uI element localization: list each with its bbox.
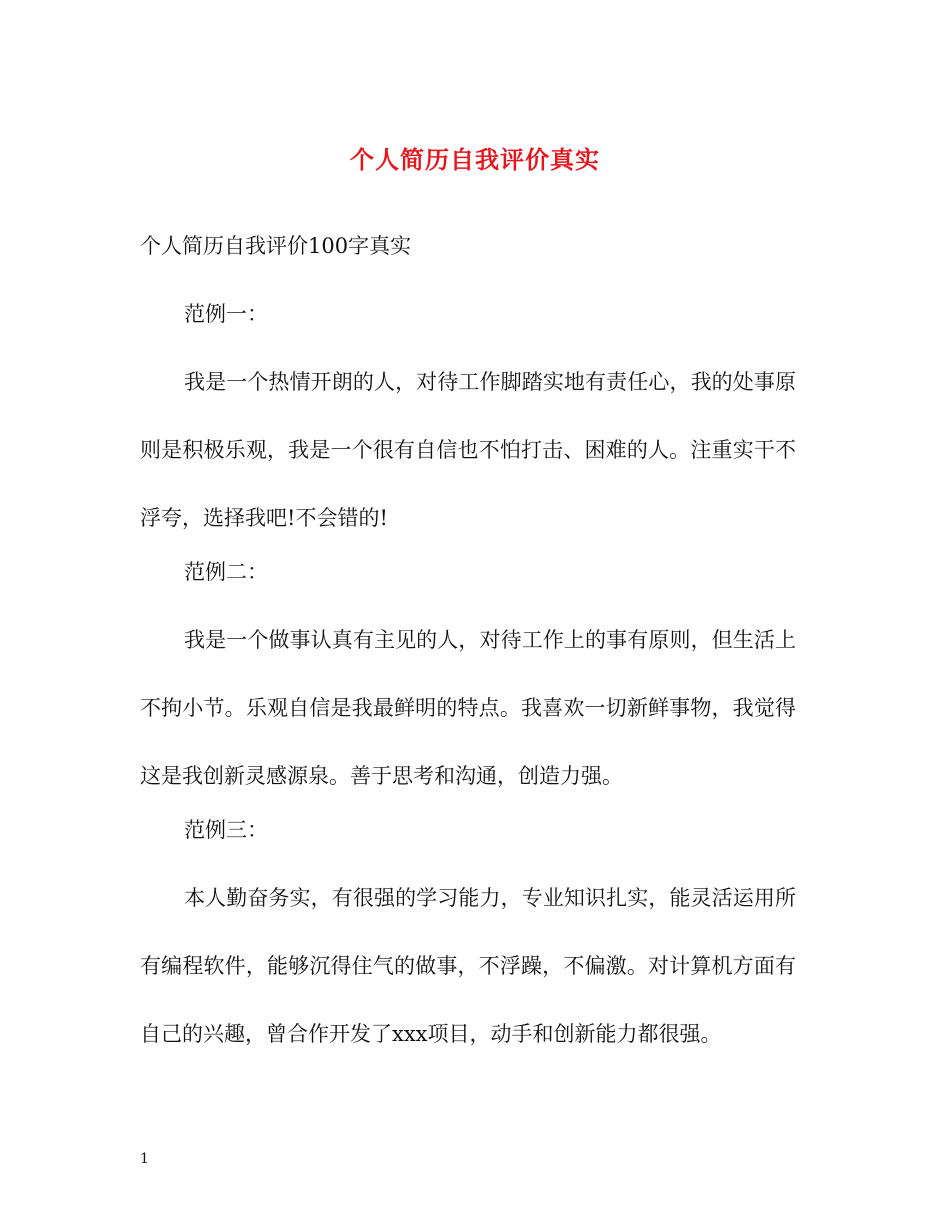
example-label-2: 范例二： — [184, 560, 268, 584]
example-text-2: 我是一个做事认真有主见的人，对待工作上的事有原则，但生活上不拘小节。乐观自信是我最鲜明的特点。我喜欢一切新鲜事物，我觉得这是我创新灵感源泉。善于思考和沟通，创造力强。 — [140, 628, 796, 788]
example-label-1: 范例一： — [184, 302, 268, 326]
page-number: 1 — [140, 1151, 149, 1167]
document-title: 个人简历自我评价真实 — [350, 145, 600, 174]
document-heading: 个人简历自我评价100字真实 — [140, 234, 412, 258]
document-body — [140, 226, 796, 1082]
example-label-3: 范例三： — [184, 818, 268, 842]
example-text-1: 我是一个热情开朗的人，对待工作脚踏实地有责任心，我的处事原则是积极乐观，我是一个很有自信也不怕打击、困难的人。注重实干不浮夸，选择我吧!不会错的! — [140, 370, 796, 530]
example-text-3: 本人勤奋务实，有很强的学习能力，专业知识扎实，能灵活运用所有编程软件，能够沉得住气的做事，不浮躁，不偏激。对计算机方面有自己的兴趣，曾合作开发了xxx项目，动手和创新能力都很强。 — [140, 886, 796, 1046]
